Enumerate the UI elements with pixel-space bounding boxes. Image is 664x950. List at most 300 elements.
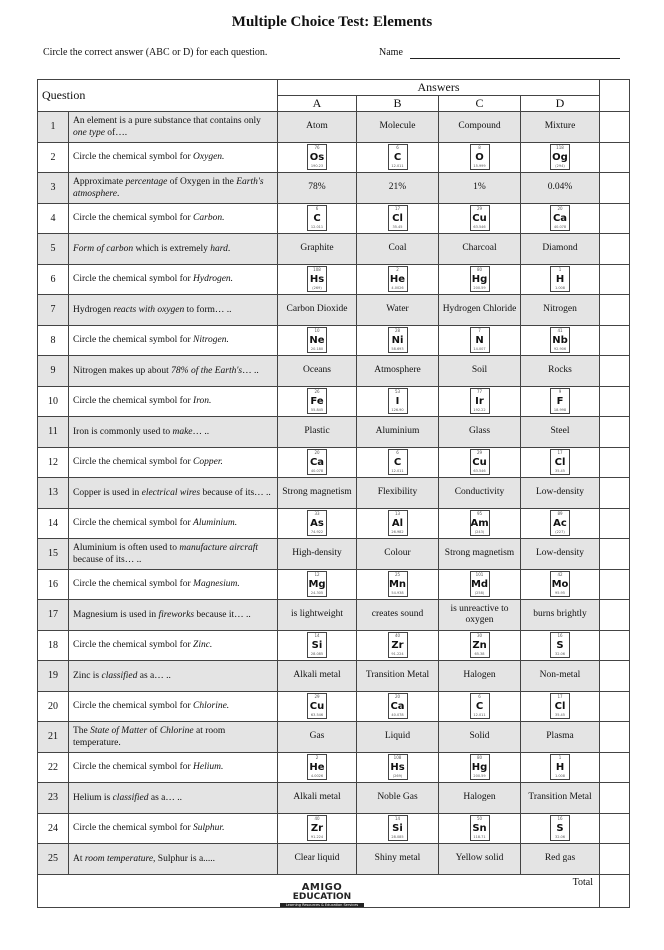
atomic-number: 7 [478, 328, 481, 334]
element-symbol: Ni [391, 335, 404, 347]
question-text-emphasis: Nitrogen. [193, 335, 229, 346]
question-text-part: of Oxygen in the [167, 176, 237, 187]
element-tile [388, 266, 408, 292]
answer-option-a[interactable] [278, 600, 357, 631]
atomic-number: 26 [314, 389, 320, 395]
element-symbol: Ac [553, 518, 567, 530]
element-tile [388, 388, 408, 414]
element-tile [470, 510, 490, 536]
answer-option-a[interactable] [278, 234, 357, 265]
element-symbol: C [313, 213, 321, 225]
atomic-number: 14 [394, 816, 401, 822]
answer-option-a[interactable] [278, 173, 357, 204]
answer-option-d[interactable] [521, 752, 600, 783]
question-text-emphasis: Form of carbon [73, 243, 134, 254]
question-number: 22 [38, 752, 69, 783]
atomic-number: 17 [557, 450, 563, 456]
answer-option-a[interactable] [278, 295, 357, 326]
atomic-mass: 35.45 [554, 713, 566, 718]
atomic-mass: 12.011 [391, 469, 404, 474]
answer-option-d[interactable] [521, 661, 600, 692]
element-tile [388, 693, 408, 719]
answer-option-a[interactable] [278, 142, 357, 173]
question-text-emphasis: hard [210, 243, 228, 254]
answer-option-d[interactable] [521, 813, 600, 844]
atomic-mass: 20.180 [310, 347, 324, 352]
question-text [69, 722, 278, 753]
score-cell[interactable] [600, 447, 630, 478]
atomic-number: 17 [394, 206, 401, 212]
element-symbol: Cl [554, 701, 566, 713]
answer-option-c[interactable] [439, 173, 521, 204]
atomic-mass: 65.38 [474, 652, 485, 657]
question-row [38, 234, 630, 265]
answer-option-a[interactable] [278, 630, 357, 661]
score-cell[interactable] [600, 234, 630, 265]
question-text-part: Circle the chemical symbol for [73, 152, 194, 163]
element-symbol: Mo [551, 579, 569, 591]
answer-option-a[interactable] [278, 417, 357, 448]
question-text [69, 783, 278, 814]
answer-option-b[interactable] [357, 600, 439, 631]
answer-option-a[interactable] [278, 722, 357, 753]
element-symbol: He [389, 274, 406, 286]
question-number: 18 [38, 630, 69, 661]
score-cell[interactable] [600, 386, 630, 417]
question-row [38, 813, 630, 844]
atomic-number: 6 [396, 145, 399, 151]
question-text-emphasis: Chlorine. [193, 701, 230, 712]
score-cell[interactable] [600, 569, 630, 600]
answer-option-a[interactable] [278, 356, 357, 387]
atomic-number: 80 [476, 267, 483, 273]
element-tile [307, 815, 327, 841]
answer-option-b[interactable] [357, 356, 439, 387]
answer-option-a[interactable] [278, 844, 357, 875]
question-text-part: of [147, 725, 160, 736]
score-cell[interactable] [600, 783, 630, 814]
question-text-emphasis: room temperature [84, 853, 154, 864]
element-symbol: C [475, 701, 484, 713]
answer-option-b[interactable] [357, 813, 439, 844]
atomic-number: 6 [478, 694, 481, 700]
answer-option-c[interactable] [439, 142, 521, 173]
atomic-number: 17 [557, 694, 563, 700]
answer-option-d[interactable] [521, 417, 600, 448]
question-text-part: . [227, 243, 231, 254]
name-field-line[interactable] [410, 58, 620, 59]
atomic-mass: (269) [392, 774, 403, 779]
answer-text: Aluminium [375, 426, 420, 437]
atomic-number: 1 [558, 267, 562, 273]
element-tile [550, 327, 570, 353]
answer-text: 78% [308, 182, 326, 193]
element-tile [388, 205, 408, 231]
element-symbol: Fe [310, 396, 324, 408]
question-row [38, 173, 630, 204]
answer-text: Low-density [535, 548, 585, 559]
answer-text: Low-density [535, 487, 585, 498]
score-header [600, 80, 630, 112]
element-tile [388, 815, 408, 841]
element-tile [388, 510, 408, 536]
element-tile [470, 632, 490, 658]
logo-line1: AMIGO [301, 882, 343, 893]
question-text-part: Helium is [73, 792, 113, 803]
element-symbol: Cl [392, 213, 403, 225]
question-row [38, 264, 630, 295]
score-cell[interactable] [600, 722, 630, 753]
answer-option-c[interactable] [439, 539, 521, 570]
answer-option-b[interactable] [357, 630, 439, 661]
answer-option-b[interactable] [357, 386, 439, 417]
answer-option-d[interactable] [521, 447, 600, 478]
element-symbol: S [556, 823, 564, 835]
question-text-part: Hydrogen [73, 304, 114, 315]
atomic-number: 101 [475, 572, 484, 578]
question-text [69, 752, 278, 783]
score-cell[interactable] [600, 325, 630, 356]
answer-option-a[interactable] [278, 661, 357, 692]
question-text-part: … .. [242, 365, 259, 376]
answer-option-b[interactable] [357, 173, 439, 204]
question-row [38, 447, 630, 478]
atomic-number: 118 [556, 145, 564, 151]
answer-option-c[interactable] [439, 630, 521, 661]
answer-text: Gas [309, 731, 325, 742]
answer-option-d[interactable] [521, 173, 600, 204]
answer-text: Plasma [546, 731, 574, 742]
answer-option-d[interactable] [521, 386, 600, 417]
question-text-part: as a… .. [137, 670, 171, 681]
element-tile [550, 754, 570, 780]
element-tile [470, 693, 490, 719]
answer-option-b[interactable] [357, 142, 439, 173]
question-text [69, 142, 278, 173]
answer-text: creates sound [371, 609, 424, 620]
total-score-cell[interactable] [600, 874, 630, 907]
answer-option-b[interactable] [357, 569, 439, 600]
atomic-number: 29 [314, 694, 320, 700]
question-number: 16 [38, 569, 69, 600]
answer-option-c[interactable] [439, 264, 521, 295]
answer-option-a[interactable] [278, 508, 357, 539]
answer-text: burns brightly [533, 609, 587, 620]
answer-option-d[interactable] [521, 325, 600, 356]
question-header: Question [38, 80, 278, 112]
answer-option-d[interactable] [521, 234, 600, 265]
answer-option-d[interactable] [521, 295, 600, 326]
question-text-part: Magnesium is used in [73, 609, 159, 620]
atomic-number: 29 [476, 450, 483, 456]
question-text-emphasis: classified [101, 670, 138, 681]
question-text-part: Circle the chemical symbol for [73, 701, 194, 712]
answer-option-c[interactable] [439, 478, 521, 509]
question-text-emphasis: manufacture aircraft [179, 542, 259, 553]
questions-body [38, 112, 630, 875]
answer-option-b[interactable] [357, 844, 439, 875]
answer-option-c[interactable] [439, 325, 521, 356]
score-cell[interactable] [600, 752, 630, 783]
answer-option-b[interactable] [357, 325, 439, 356]
answer-option-c[interactable] [439, 600, 521, 631]
atomic-mass: 32.06 [554, 835, 566, 840]
element-symbol: Og [552, 152, 568, 164]
score-cell[interactable] [600, 478, 630, 509]
question-number: 19 [38, 661, 69, 692]
answer-text: Conductivity [454, 487, 505, 498]
answer-option-c[interactable] [439, 112, 521, 143]
answer-option-d[interactable] [521, 112, 600, 143]
element-symbol: He [309, 762, 325, 774]
name-label: Name [379, 47, 403, 58]
element-symbol: Zr [391, 640, 404, 652]
answer-option-d[interactable] [521, 478, 600, 509]
element-symbol: Hs [390, 762, 405, 774]
answer-option-a[interactable] [278, 691, 357, 722]
atomic-mass: (227) [555, 530, 565, 535]
question-number: 6 [38, 264, 69, 295]
question-text-part: of…. [104, 127, 128, 138]
element-symbol: Si [311, 640, 323, 652]
atomic-mass: 18.998 [553, 408, 567, 413]
answer-option-b[interactable] [357, 508, 439, 539]
atomic-mass: 192.22 [473, 408, 486, 413]
element-tile [388, 144, 408, 170]
answer-option-a[interactable] [278, 813, 357, 844]
answer-option-b[interactable] [357, 234, 439, 265]
question-row [38, 386, 630, 417]
answer-option-d[interactable] [521, 783, 600, 814]
question-number: 20 [38, 691, 69, 722]
answer-option-c[interactable] [439, 813, 521, 844]
answer-option-c[interactable] [439, 783, 521, 814]
question-text [69, 295, 278, 326]
score-cell[interactable] [600, 600, 630, 631]
answer-option-b[interactable] [357, 264, 439, 295]
question-text-emphasis: 78% of the Earth's [171, 365, 243, 376]
question-text-part: The [73, 725, 91, 736]
question-text-part: An element is a pure substance that contains only [73, 115, 261, 126]
answer-option-b[interactable] [357, 112, 439, 143]
element-tile [307, 754, 327, 780]
question-text-part: , Sulphur is a..... [153, 853, 216, 864]
answer-option-d[interactable] [521, 630, 600, 661]
answer-option-a[interactable] [278, 752, 357, 783]
atomic-number: 20 [557, 206, 563, 212]
question-text [69, 447, 278, 478]
question-text [69, 173, 278, 204]
answer-option-b[interactable] [357, 752, 439, 783]
element-symbol: Al [391, 518, 404, 530]
question-text [69, 264, 278, 295]
answer-option-d[interactable] [521, 508, 600, 539]
score-cell[interactable] [600, 203, 630, 234]
answer-text: Water [386, 304, 409, 315]
element-tile [388, 449, 408, 475]
element-tile [307, 571, 327, 597]
atomic-mass: 15.999 [473, 164, 486, 169]
score-cell[interactable] [600, 112, 630, 143]
answer-option-c[interactable] [439, 691, 521, 722]
element-tile [388, 632, 408, 658]
score-cell[interactable] [600, 844, 630, 875]
answer-text: Mixture [544, 121, 576, 132]
score-cell[interactable] [600, 417, 630, 448]
atomic-mass: 63.546 [473, 225, 486, 230]
element-symbol: O [475, 152, 484, 164]
answer-option-b[interactable] [357, 447, 439, 478]
answer-option-b[interactable] [357, 478, 439, 509]
col-b-header: B [357, 96, 439, 112]
score-cell[interactable] [600, 295, 630, 326]
element-tile [307, 693, 327, 719]
question-text [69, 813, 278, 844]
element-tile [550, 510, 570, 536]
answer-text: Noble Gas [377, 792, 418, 803]
answer-text: is lightweight [291, 609, 343, 620]
answer-option-d[interactable] [521, 722, 600, 753]
question-row [38, 600, 630, 631]
question-text-part: Circle the chemical symbol for [73, 518, 194, 529]
score-cell[interactable] [600, 142, 630, 173]
answer-option-a[interactable] [278, 569, 357, 600]
score-cell[interactable] [600, 691, 630, 722]
answer-option-c[interactable] [439, 508, 521, 539]
answer-option-c[interactable] [439, 203, 521, 234]
element-tile [470, 327, 490, 353]
answer-text: Compound [458, 121, 501, 132]
answer-option-c[interactable] [439, 569, 521, 600]
answer-option-a[interactable] [278, 386, 357, 417]
score-cell[interactable] [600, 539, 630, 570]
answer-option-a[interactable] [278, 539, 357, 570]
answer-option-c[interactable] [439, 417, 521, 448]
answer-text: Red gas [544, 853, 576, 864]
answer-option-a[interactable] [278, 447, 357, 478]
question-row [38, 325, 630, 356]
answer-option-c[interactable] [439, 356, 521, 387]
element-tile [470, 205, 490, 231]
question-text-emphasis: classified [112, 792, 149, 803]
score-cell[interactable] [600, 173, 630, 204]
atomic-number: 42 [557, 572, 563, 578]
amigo-education-logo [276, 883, 368, 913]
question-text-part: Circle the chemical symbol for [73, 823, 194, 834]
atomic-number: 14 [314, 633, 320, 639]
element-tile [470, 388, 490, 414]
element-symbol: C [393, 152, 402, 164]
answer-option-b[interactable] [357, 691, 439, 722]
score-cell[interactable] [600, 508, 630, 539]
answer-option-d[interactable] [521, 691, 600, 722]
test-table [37, 79, 630, 908]
element-symbol: Mn [388, 579, 407, 591]
answer-option-b[interactable] [357, 722, 439, 753]
question-text-emphasis: one type [73, 127, 105, 138]
atomic-mass: 24.305 [310, 591, 324, 596]
answer-option-c[interactable] [439, 844, 521, 875]
element-symbol: Hg [471, 274, 488, 286]
answer-option-c[interactable] [439, 722, 521, 753]
answer-option-a[interactable] [278, 264, 357, 295]
element-tile [550, 388, 570, 414]
atomic-mass: (294) [555, 164, 565, 169]
answer-option-d[interactable] [521, 539, 600, 570]
answer-option-a[interactable] [278, 112, 357, 143]
question-text-part: Nitrogen makes up about [73, 365, 172, 376]
answer-option-b[interactable] [357, 539, 439, 570]
element-tile [307, 449, 327, 475]
answer-option-d[interactable] [521, 203, 600, 234]
element-tile [470, 754, 490, 780]
answer-option-c[interactable] [439, 447, 521, 478]
atomic-number: 53 [394, 389, 401, 395]
atomic-mass: 200.59 [473, 286, 486, 291]
answer-option-d[interactable] [521, 356, 600, 387]
answer-text: is unreactive to oxygen [450, 603, 509, 625]
answer-option-b[interactable] [357, 203, 439, 234]
answer-option-d[interactable] [521, 569, 600, 600]
element-tile [307, 327, 327, 353]
atomic-number: 40 [394, 633, 401, 639]
answer-option-a[interactable] [278, 203, 357, 234]
score-cell[interactable] [600, 661, 630, 692]
score-cell[interactable] [600, 356, 630, 387]
answer-option-d[interactable] [521, 844, 600, 875]
element-symbol: C [393, 457, 402, 469]
answer-option-c[interactable] [439, 386, 521, 417]
question-text-part: Circle the chemical symbol for [73, 579, 194, 590]
score-cell[interactable] [600, 630, 630, 661]
question-text [69, 386, 278, 417]
answer-option-c[interactable] [439, 295, 521, 326]
atomic-mass: 126.90 [391, 408, 404, 413]
answer-option-d[interactable] [521, 142, 600, 173]
atomic-number: 12 [314, 572, 320, 578]
answer-text: Soil [471, 365, 488, 376]
answer-option-b[interactable] [357, 417, 439, 448]
answer-option-a[interactable] [278, 478, 357, 509]
answer-option-d[interactable] [521, 600, 600, 631]
atomic-number: 50 [476, 816, 483, 822]
element-symbol: Ca [309, 457, 325, 469]
question-text-emphasis: Carbon. [193, 213, 225, 224]
answers-header: Answers [278, 80, 600, 96]
answer-option-a[interactable] [278, 783, 357, 814]
answer-option-c[interactable] [439, 661, 521, 692]
element-symbol: Nb [552, 335, 568, 347]
score-cell[interactable] [600, 813, 630, 844]
atomic-number: 33 [314, 511, 320, 517]
answer-option-c[interactable] [439, 234, 521, 265]
answer-option-c[interactable] [439, 752, 521, 783]
element-tile [470, 144, 490, 170]
element-tile [550, 632, 570, 658]
answer-option-b[interactable] [357, 783, 439, 814]
atomic-number: 95 [476, 511, 483, 517]
score-cell[interactable] [600, 264, 630, 295]
question-text [69, 356, 278, 387]
element-symbol: Mg [308, 579, 326, 591]
element-symbol: Ne [309, 335, 325, 347]
answer-option-b[interactable] [357, 661, 439, 692]
element-symbol: Si [392, 823, 403, 835]
answer-option-b[interactable] [357, 295, 439, 326]
answer-option-a[interactable] [278, 325, 357, 356]
answer-option-d[interactable] [521, 264, 600, 295]
answer-text: Hydrogen Chloride [442, 304, 517, 315]
